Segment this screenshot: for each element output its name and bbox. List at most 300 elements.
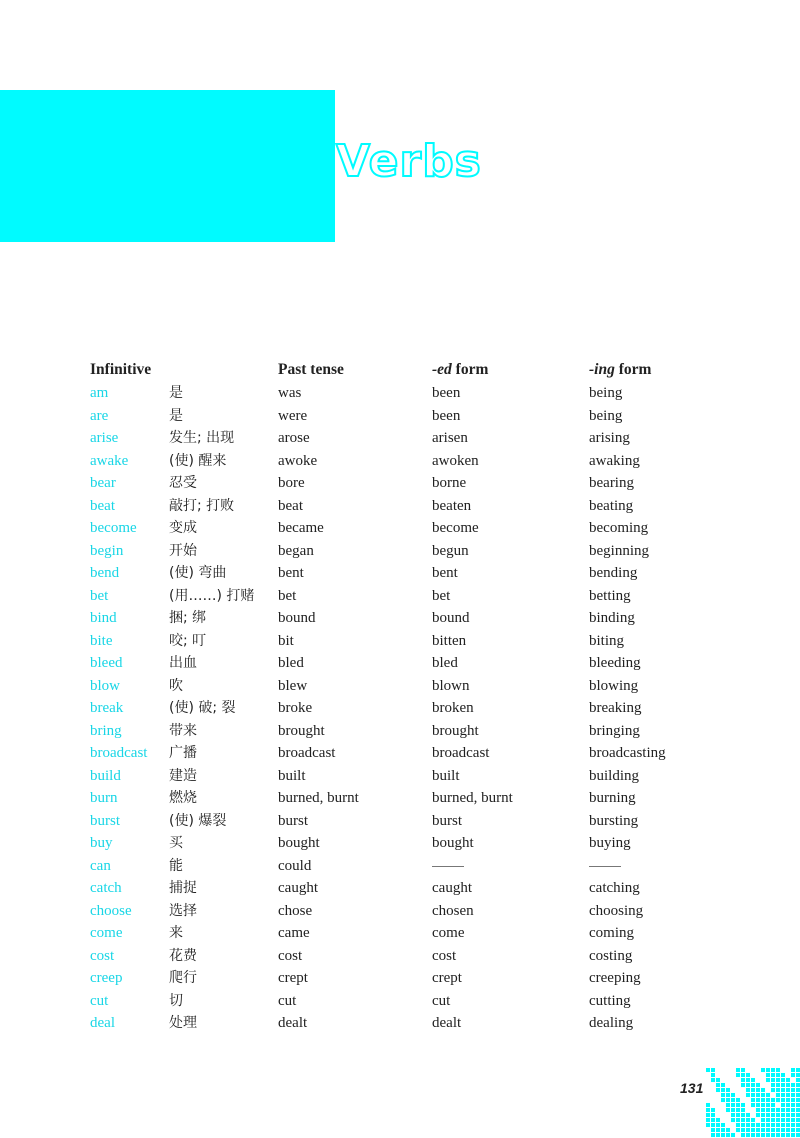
table-row [90, 405, 710, 428]
past-tense-cell: bore [278, 475, 305, 491]
pattern-dot [786, 1093, 790, 1097]
table-row [90, 877, 710, 900]
pattern-dot [711, 1133, 715, 1137]
pattern-dot [796, 1118, 800, 1122]
table-row [90, 562, 710, 585]
past-tense-cell: could [278, 857, 312, 874]
title-banner [0, 90, 335, 242]
ing-form-cell: building [589, 767, 640, 784]
ing-form-cell: biting [589, 632, 625, 649]
pattern-dot [786, 1083, 790, 1087]
chinese-meaning-cell: 来 [169, 925, 183, 941]
ed-form-cell: bought [432, 835, 474, 851]
ing-form-cell: coming [589, 925, 634, 941]
table-row [90, 765, 710, 788]
ed-form-cell: crept [432, 970, 462, 986]
pattern-dot [791, 1113, 795, 1117]
pattern-dot [766, 1073, 770, 1077]
past-tense-cell: broke [278, 700, 313, 716]
pattern-dot [776, 1068, 780, 1072]
chinese-meaning-cell: 广播 [169, 745, 197, 761]
ed-form-cell: been [432, 407, 461, 424]
pattern-dot [756, 1113, 760, 1117]
table-header [90, 358, 710, 382]
pattern-dot [781, 1078, 785, 1082]
pattern-dot [756, 1108, 760, 1112]
pattern-dot [746, 1113, 750, 1117]
infinitive-cell: bind [90, 610, 117, 626]
header-past-tense: Past tense [278, 361, 344, 378]
ed-form-cell: bent [432, 565, 458, 581]
infinitive-cell: break [90, 700, 124, 716]
pattern-dot [791, 1083, 795, 1087]
pattern-dot [721, 1093, 725, 1097]
ed-form-cell: burned, burnt [432, 790, 513, 806]
pattern-dot [716, 1128, 720, 1132]
ing-form-cell: choosing [589, 902, 644, 919]
pattern-dot [706, 1103, 710, 1107]
pattern-dot [791, 1073, 795, 1077]
past-tense-cell: became [278, 520, 324, 536]
pattern-dot [796, 1088, 800, 1092]
pattern-dot [716, 1088, 720, 1092]
pattern-dot [781, 1113, 785, 1117]
infinitive-cell: are [90, 407, 109, 424]
pattern-dot [736, 1108, 740, 1112]
pattern-dot [786, 1133, 790, 1137]
pattern-dot [796, 1078, 800, 1082]
pattern-dot [746, 1088, 750, 1092]
ed-form-cell: arisen [432, 430, 468, 446]
past-tense-cell: chose [278, 902, 313, 919]
table-row [90, 810, 710, 833]
infinitive-cell: come [90, 925, 123, 941]
table-row [90, 720, 710, 743]
pattern-dot [791, 1093, 795, 1097]
infinitive-cell: bleed [90, 655, 123, 671]
table-row [90, 832, 710, 855]
chinese-meaning-cell: 花费 [169, 947, 197, 964]
past-tense-cell: dealt [278, 1015, 308, 1031]
pattern-dot [796, 1133, 800, 1137]
ed-form-cell: dealt [432, 1015, 462, 1031]
chinese-meaning-cell: (使) 爆裂 [169, 812, 227, 829]
ing-form-cell: catching [589, 880, 640, 896]
pattern-dot [731, 1093, 735, 1097]
pattern-dot [761, 1123, 765, 1127]
pattern-dot [726, 1088, 730, 1092]
pattern-dot [741, 1133, 745, 1137]
pattern-dot [791, 1123, 795, 1127]
pattern-dot [761, 1103, 765, 1107]
past-tense-cell: came [278, 925, 310, 941]
ed-form-cell: burst [432, 812, 462, 829]
pattern-dot [766, 1133, 770, 1137]
past-tense-cell: brought [278, 722, 325, 739]
pattern-dot [736, 1073, 740, 1077]
pattern-dot [776, 1123, 780, 1127]
table-row [90, 787, 710, 810]
table-row [90, 630, 710, 653]
pattern-dot [726, 1103, 730, 1107]
ed-form-cell: bet [432, 587, 451, 604]
table-row [90, 427, 710, 450]
pattern-dot [771, 1108, 775, 1112]
pattern-dot [796, 1123, 800, 1127]
past-tense-cell: burned, burnt [278, 790, 359, 806]
pattern-dot [756, 1088, 760, 1092]
infinitive-cell: bend [90, 565, 120, 581]
table-row [90, 540, 710, 563]
pattern-dot [741, 1118, 745, 1122]
pattern-dot [781, 1128, 785, 1132]
pattern-dot [771, 1128, 775, 1132]
chinese-meaning-cell: 处理 [169, 1015, 197, 1031]
pattern-dot [711, 1128, 715, 1132]
pattern-dot [786, 1088, 790, 1092]
header-ed-suffix: form [451, 361, 489, 378]
ed-form-cell: cost [432, 947, 457, 964]
pattern-dot [766, 1103, 770, 1107]
pattern-dot [716, 1133, 720, 1137]
pattern-dot [721, 1098, 725, 1102]
pattern-dot [746, 1118, 750, 1122]
ed-form-cell: brought [432, 722, 479, 739]
pattern-dot [771, 1078, 775, 1082]
pattern-dot [726, 1098, 730, 1102]
chinese-meaning-cell: 选择 [169, 902, 197, 919]
infinitive-cell: bring [90, 722, 122, 739]
pattern-dot [781, 1108, 785, 1112]
pattern-dot [781, 1073, 785, 1077]
past-tense-cell: bled [278, 655, 304, 671]
table-row [90, 900, 710, 923]
table-body [90, 382, 710, 1035]
pattern-dot [776, 1098, 780, 1102]
pattern-dot [756, 1133, 760, 1137]
pattern-dot [761, 1068, 765, 1072]
past-tense-cell: arose [278, 430, 310, 446]
ed-form-cell: been [432, 385, 461, 401]
past-tense-cell: broadcast [278, 745, 336, 761]
pattern-dot [791, 1128, 795, 1132]
chinese-meaning-cell: 建造 [169, 767, 197, 784]
ing-form-cell: broadcasting [589, 745, 666, 761]
infinitive-cell: become [90, 520, 137, 536]
infinitive-cell: build [90, 767, 121, 784]
past-tense-cell: bought [278, 835, 320, 851]
pattern-dot [721, 1128, 725, 1132]
pattern-dot [796, 1108, 800, 1112]
ed-form-cell: bound [432, 610, 470, 626]
infinitive-cell: can [90, 857, 111, 874]
chinese-meaning-cell: 买 [169, 835, 183, 851]
ing-form-cell: beating [589, 497, 634, 514]
header-infinitive: Infinitive [90, 361, 152, 378]
pattern-dot [796, 1103, 800, 1107]
pattern-dot [721, 1088, 725, 1092]
table-row [90, 472, 710, 495]
infinitive-cell: bear [90, 475, 116, 491]
pattern-dot [776, 1093, 780, 1097]
pattern-dot [741, 1073, 745, 1077]
pattern-dot [776, 1113, 780, 1117]
chinese-meaning-cell: 带来 [169, 722, 197, 739]
ing-form-cell: being [589, 385, 623, 401]
pattern-dot [781, 1133, 785, 1137]
pattern-dot [746, 1093, 750, 1097]
table-row [90, 922, 710, 945]
table-row [90, 652, 710, 675]
past-tense-cell: cut [278, 992, 297, 1009]
header-ed-prefix: -ed [432, 361, 452, 378]
ing-form-cell: blowing [589, 677, 639, 694]
pattern-dot [761, 1113, 765, 1117]
chinese-meaning-cell: 吹 [169, 677, 183, 694]
pattern-dot [771, 1123, 775, 1127]
chinese-meaning-cell: 咬; 叮 [169, 632, 207, 649]
pattern-dot [781, 1103, 785, 1107]
infinitive-cell: broadcast [90, 745, 148, 761]
table-row [90, 990, 710, 1013]
chinese-meaning-cell: 能 [169, 857, 183, 874]
ing-form-cell: awaking [589, 452, 640, 469]
pattern-dot [796, 1073, 800, 1077]
pattern-dot [731, 1103, 735, 1107]
pattern-dot [776, 1133, 780, 1137]
ing-form-cell: becoming [589, 520, 649, 536]
infinitive-cell: catch [90, 880, 122, 896]
pattern-dot [756, 1103, 760, 1107]
pattern-dot [711, 1073, 715, 1077]
pattern-dot [771, 1068, 775, 1072]
table-row [90, 967, 710, 990]
pattern-dot [746, 1083, 750, 1087]
dash-placeholder [589, 866, 621, 867]
past-tense-cell: began [278, 542, 314, 559]
pattern-dot [721, 1123, 725, 1127]
ed-form-cell: become [432, 520, 479, 536]
pattern-dot [796, 1128, 800, 1132]
pattern-dot [726, 1128, 730, 1132]
header-ing-form [589, 358, 651, 382]
pattern-dot [716, 1123, 720, 1127]
past-tense-cell: bent [278, 565, 304, 581]
past-tense-cell: was [278, 385, 302, 401]
pattern-dot [706, 1068, 710, 1072]
ed-form-cell: bled [432, 655, 458, 671]
pattern-dot [771, 1133, 775, 1137]
past-tense-cell: cost [278, 947, 303, 964]
pattern-dot [746, 1123, 750, 1127]
pattern-dot [706, 1123, 710, 1127]
pattern-dot [796, 1098, 800, 1102]
chinese-meaning-cell: 开始 [169, 542, 197, 559]
chinese-meaning-cell: 爬行 [169, 970, 197, 986]
chinese-meaning-cell: (使) 破; 裂 [169, 700, 236, 716]
pattern-dot [736, 1118, 740, 1122]
table-row [90, 607, 710, 630]
pattern-dot [711, 1068, 715, 1072]
past-tense-cell: caught [278, 880, 318, 896]
pattern-dot [751, 1128, 755, 1132]
pattern-dot [786, 1113, 790, 1117]
pattern-dot [766, 1078, 770, 1082]
chinese-meaning-cell: 捆; 绑 [169, 610, 207, 626]
pattern-dot [781, 1123, 785, 1127]
ing-form-cell: bringing [589, 722, 640, 739]
ed-form-cell: built [432, 767, 460, 784]
pattern-dot [726, 1133, 730, 1137]
past-tense-cell: bound [278, 610, 316, 626]
pattern-dot [786, 1128, 790, 1132]
ing-form-cell: betting [589, 587, 631, 604]
table-row [90, 585, 710, 608]
page-title: Verbs [336, 136, 482, 187]
page-number: 131 [680, 1080, 704, 1096]
chinese-meaning-cell: 出血 [169, 655, 197, 671]
chinese-meaning-cell: 切 [169, 992, 183, 1009]
pattern-dot [736, 1103, 740, 1107]
verbs-table [90, 358, 710, 1035]
infinitive-cell: bet [90, 587, 109, 604]
past-tense-cell: burst [278, 812, 308, 829]
pattern-dot [771, 1088, 775, 1092]
ing-form-cell: cutting [589, 992, 631, 1009]
pattern-dot [751, 1088, 755, 1092]
header-ing-prefix: -ing [589, 361, 615, 378]
pattern-dot [751, 1123, 755, 1127]
chinese-meaning-cell: 发生; 出现 [169, 430, 235, 446]
past-tense-cell: blew [278, 677, 308, 694]
pattern-dot [731, 1098, 735, 1102]
table-row [90, 382, 710, 405]
pattern-dot [796, 1113, 800, 1117]
infinitive-cell: beat [90, 497, 115, 514]
pattern-dot [736, 1098, 740, 1102]
pattern-dot [711, 1123, 715, 1127]
pattern-dot [776, 1128, 780, 1132]
chinese-meaning-cell: (使) 弯曲 [169, 565, 227, 581]
ing-form-cell: bleeding [589, 655, 641, 671]
ed-form-cell: bitten [432, 632, 467, 649]
pattern-dot [756, 1123, 760, 1127]
ing-form-cell: bending [589, 565, 638, 581]
pattern-dot [781, 1088, 785, 1092]
pattern-dot [756, 1093, 760, 1097]
table-row [90, 945, 710, 968]
pattern-dot [746, 1128, 750, 1132]
infinitive-cell: cost [90, 947, 115, 964]
pattern-dot [776, 1108, 780, 1112]
pattern-dot [766, 1113, 770, 1117]
ed-form-cell: beaten [432, 497, 472, 514]
pattern-dot [741, 1068, 745, 1072]
pattern-dot [761, 1133, 765, 1137]
infinitive-cell: arise [90, 430, 119, 446]
pattern-dot [766, 1068, 770, 1072]
pattern-dot [711, 1078, 715, 1082]
table-row [90, 675, 710, 698]
pattern-dot [786, 1108, 790, 1112]
pattern-dot [731, 1118, 735, 1122]
chinese-meaning-cell: 是 [169, 407, 183, 424]
pattern-dot [736, 1123, 740, 1127]
pattern-dot [766, 1123, 770, 1127]
pattern-dot [751, 1078, 755, 1082]
pattern-dot [791, 1098, 795, 1102]
pattern-dot [761, 1108, 765, 1112]
pattern-dot [716, 1083, 720, 1087]
chinese-meaning-cell: 敲打; 打败 [169, 497, 235, 514]
ing-form-cell: dealing [589, 1015, 634, 1031]
pattern-dot [721, 1083, 725, 1087]
infinitive-cell: choose [90, 902, 132, 919]
pattern-dot [791, 1108, 795, 1112]
pattern-dot [746, 1133, 750, 1137]
pattern-dot [791, 1118, 795, 1122]
pattern-dot [771, 1073, 775, 1077]
pattern-dot [776, 1078, 780, 1082]
pattern-dot [721, 1133, 725, 1137]
past-tense-cell: built [278, 767, 306, 784]
past-tense-cell: bit [278, 632, 294, 649]
chinese-meaning-cell: 是 [169, 385, 183, 401]
pattern-dot [761, 1128, 765, 1132]
chinese-meaning-cell: 忍受 [169, 475, 197, 491]
pattern-dot [781, 1098, 785, 1102]
infinitive-cell: am [90, 385, 109, 401]
pattern-dot [726, 1093, 730, 1097]
table-row [90, 1012, 710, 1035]
ing-form-cell: breaking [589, 700, 642, 716]
table-row [90, 855, 710, 878]
decorative-dot-pattern [706, 1068, 800, 1138]
infinitive-cell: deal [90, 1015, 115, 1031]
pattern-dot [751, 1103, 755, 1107]
pattern-dot [786, 1123, 790, 1127]
pattern-dot [731, 1113, 735, 1117]
ing-form-cell: burning [589, 790, 636, 806]
pattern-dot [741, 1128, 745, 1132]
pattern-dot [776, 1088, 780, 1092]
ed-form-cell: awoken [432, 452, 479, 469]
table-row [90, 517, 710, 540]
pattern-dot [791, 1133, 795, 1137]
pattern-dot [756, 1083, 760, 1087]
pattern-dot [706, 1113, 710, 1117]
ing-form-cell: binding [589, 610, 635, 626]
pattern-dot [711, 1113, 715, 1117]
pattern-dot [796, 1068, 800, 1072]
infinitive-cell: cut [90, 992, 109, 1009]
pattern-dot [771, 1103, 775, 1107]
pattern-dot [746, 1073, 750, 1077]
ed-form-cell [432, 855, 464, 878]
pattern-dot [791, 1088, 795, 1092]
infinitive-cell: awake [90, 452, 129, 469]
pattern-dot [731, 1133, 735, 1137]
pattern-dot [776, 1073, 780, 1077]
infinitive-cell: begin [90, 542, 124, 559]
pattern-dot [791, 1103, 795, 1107]
pattern-dot [761, 1093, 765, 1097]
pattern-dot [796, 1083, 800, 1087]
pattern-dot [751, 1098, 755, 1102]
infinitive-cell: blow [90, 677, 120, 694]
pattern-dot [786, 1103, 790, 1107]
past-tense-cell: were [278, 407, 308, 424]
